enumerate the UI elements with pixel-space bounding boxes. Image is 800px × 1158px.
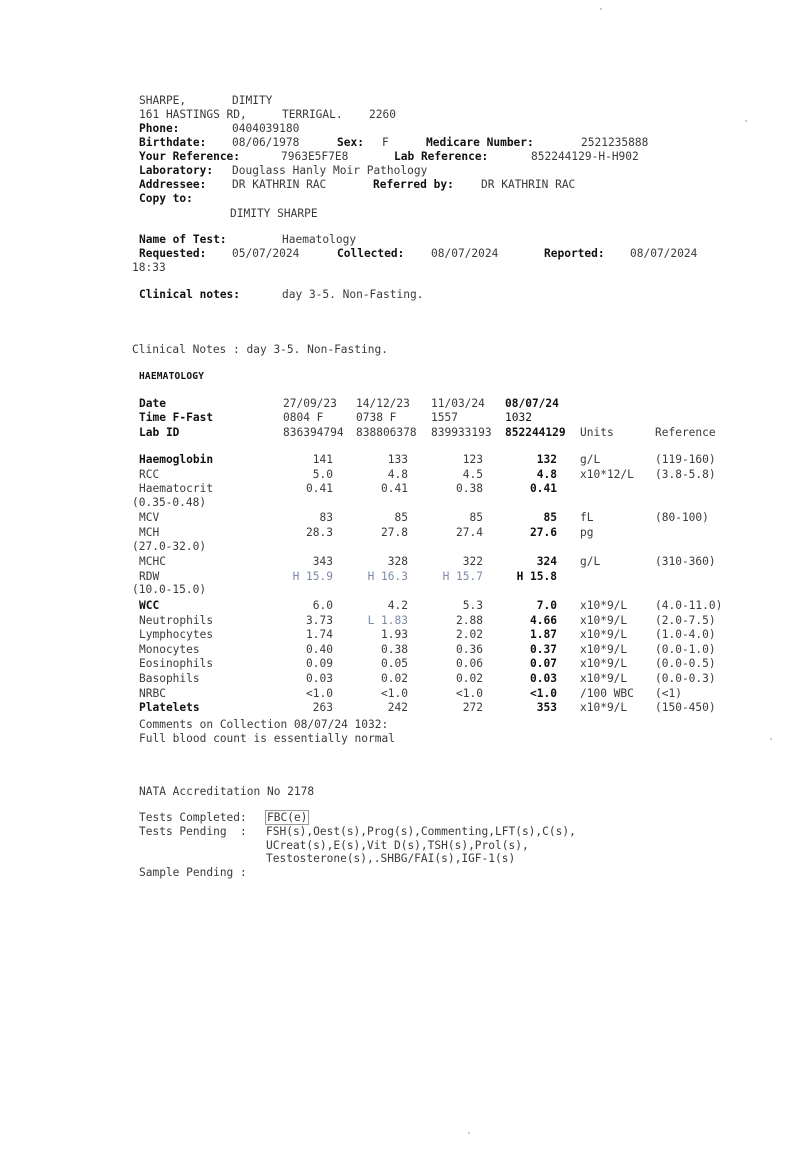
analyte-name: MCV xyxy=(139,511,160,524)
addressee-value: DR KATHRIN RAC xyxy=(232,178,327,191)
analyte-name: Haemoglobin xyxy=(139,453,214,466)
result-value-current: 324 xyxy=(536,555,557,568)
comments-line-2: Full blood count is essentially normal xyxy=(139,732,395,745)
analyte-name: Basophils xyxy=(139,672,200,685)
analyte-name: MCHC xyxy=(139,555,166,568)
result-value: 1.93 xyxy=(381,628,408,641)
result-value-current: 132 xyxy=(536,453,557,466)
result-value: 6.0 xyxy=(312,599,333,612)
reference-range: (1.0-4.0) xyxy=(655,628,716,641)
sex-value: F xyxy=(382,136,389,149)
analyte-name: MCH xyxy=(139,526,160,539)
referred-by-value: DR KATHRIN RAC xyxy=(481,178,576,191)
nata-accreditation: NATA Accreditation No 2178 xyxy=(139,785,315,798)
referred-by-label: Referred by: xyxy=(373,178,454,191)
result-value: 242 xyxy=(387,701,408,714)
result-value-current: 7.0 xyxy=(536,599,557,612)
result-value: 4.2 xyxy=(387,599,408,612)
result-value: 3.73 xyxy=(306,614,333,627)
result-value: 28.3 xyxy=(306,526,333,539)
result-value: 0.36 xyxy=(456,643,483,656)
result-value: <1.0 xyxy=(456,687,483,700)
result-value: 27.8 xyxy=(381,526,408,539)
laboratory-value: Douglass Hanly Moir Pathology xyxy=(232,164,428,177)
date-label: Date xyxy=(139,397,166,410)
result-units: x10*9/L xyxy=(580,672,628,685)
result-value: 133 xyxy=(387,453,408,466)
result-value: 0.41 xyxy=(381,482,408,495)
result-value: 272 xyxy=(462,701,483,714)
result-units: x10*9/L xyxy=(580,628,628,641)
tests-completed-label: Tests Completed: xyxy=(139,811,247,824)
result-value: 322 xyxy=(462,555,483,568)
analyte-name: Platelets xyxy=(139,701,200,714)
clinical-notes-line: Clinical Notes : day 3-5. Non-Fasting. xyxy=(132,343,388,356)
col-date: 11/03/24 xyxy=(431,397,485,410)
reference-range: (310-360) xyxy=(655,555,716,568)
result-value: 263 xyxy=(312,701,333,714)
patient-given-name: DIMITY xyxy=(232,94,273,107)
result-units: x10*12/L xyxy=(580,468,634,481)
result-value: 0.40 xyxy=(306,643,333,656)
col-date: 14/12/23 xyxy=(356,397,410,410)
sex-label: Sex: xyxy=(337,136,364,149)
result-value: 328 xyxy=(387,555,408,568)
col-labid: 838806378 xyxy=(356,426,417,439)
analyte-name: RCC xyxy=(139,468,160,481)
result-value: <1.0 xyxy=(306,687,333,700)
section-title: HAEMATOLOGY xyxy=(139,371,205,382)
tests-pending-label: Tests Pending : xyxy=(139,825,247,838)
result-value: 4.8 xyxy=(387,468,408,481)
col-date-current: 08/07/24 xyxy=(505,397,559,410)
analyte-name: Neutrophils xyxy=(139,614,214,627)
result-value-current: 85 xyxy=(543,511,557,524)
analyte-name: RDW xyxy=(139,570,160,583)
reference-range: (10.0-15.0) xyxy=(132,583,207,596)
result-value: 2.88 xyxy=(456,614,483,627)
patient-surname: SHARPE, xyxy=(139,94,187,107)
result-value: H 15.7 xyxy=(442,570,483,583)
result-value: H 15.9 xyxy=(292,570,333,583)
birthdate-label: Birthdate: xyxy=(139,136,207,149)
requested-label: Requested: xyxy=(139,247,207,260)
reference-range: (<1) xyxy=(655,687,682,700)
result-value-current: 0.07 xyxy=(530,657,557,670)
tests-pending-line: Testosterone(s),.SHBG/FAI(s),IGF-1(s) xyxy=(266,852,516,865)
result-value-current: <1.0 xyxy=(530,687,557,700)
scan-speck xyxy=(468,1132,470,1134)
result-value: 2.02 xyxy=(456,628,483,641)
result-units: pg xyxy=(580,526,594,539)
analyte-name: Monocytes xyxy=(139,643,200,656)
result-value-current: H 15.8 xyxy=(516,570,557,583)
analyte-name: Haematocrit xyxy=(139,482,214,495)
test-name-value: Haematology xyxy=(282,233,357,246)
phone-label: Phone: xyxy=(139,122,180,135)
result-value: 83 xyxy=(319,511,333,524)
result-units: g/L xyxy=(580,453,601,466)
result-value: 0.38 xyxy=(456,482,483,495)
lab-reference-value: 852244129-H-H902 xyxy=(531,150,639,163)
clinical-notes-label: Clinical notes: xyxy=(139,288,241,301)
result-value: 5.0 xyxy=(312,468,333,481)
reference-range: (4.0-11.0) xyxy=(655,599,723,612)
result-value: 0.38 xyxy=(381,643,408,656)
col-date: 27/09/23 xyxy=(283,397,337,410)
your-reference-value: 7963E5F7E8 xyxy=(281,150,349,163)
result-value: 27.4 xyxy=(456,526,483,539)
patient-street: 161 HASTINGS RD, xyxy=(139,108,247,121)
comments-line-1: Comments on Collection 08/07/24 1032: xyxy=(139,718,389,731)
result-value-current: 0.03 xyxy=(530,672,557,685)
analyte-name: WCC xyxy=(139,599,160,612)
addressee-label: Addressee: xyxy=(139,178,207,191)
col-time-current: 1032 xyxy=(505,411,532,424)
laboratory-label: Laboratory: xyxy=(139,164,214,177)
requested-value: 05/07/2024 xyxy=(232,247,300,260)
tests-pending-line: UCreat(s),E(s),Vit D(s),TSH(s),Prol(s), xyxy=(266,839,529,852)
result-units: x10*9/L xyxy=(580,599,628,612)
reference-range: (0.0-1.0) xyxy=(655,643,716,656)
result-units: /100 WBC xyxy=(580,687,634,700)
result-value: 0.06 xyxy=(456,657,483,670)
result-value: 5.3 xyxy=(462,599,483,612)
time-label: Time F-Fast xyxy=(139,411,214,424)
result-units: x10*9/L xyxy=(580,643,628,656)
col-time: 0804 F xyxy=(283,411,324,424)
collected-value: 08/07/2024 xyxy=(431,247,499,260)
labid-label: Lab ID xyxy=(139,426,180,439)
phone-value: 0404039180 xyxy=(232,122,300,135)
reference-header: Reference xyxy=(655,426,716,439)
result-units: x10*9/L xyxy=(580,701,628,714)
result-units: g/L xyxy=(580,555,601,568)
result-value: 343 xyxy=(312,555,333,568)
result-value: H 16.3 xyxy=(367,570,408,583)
result-value: 0.41 xyxy=(306,482,333,495)
analyte-name: NRBC xyxy=(139,687,166,700)
reference-range: (0.0-0.5) xyxy=(655,657,716,670)
medicare-value: 2521235888 xyxy=(581,136,649,149)
result-value-current: 0.37 xyxy=(530,643,557,656)
your-reference-label: Your Reference: xyxy=(139,150,241,163)
col-time: 1557 xyxy=(431,411,458,424)
birthdate-value: 08/06/1978 xyxy=(232,136,300,149)
reference-range: (0.35-0.48) xyxy=(132,496,207,509)
result-value-current: 0.41 xyxy=(530,482,557,495)
result-value: 4.5 xyxy=(462,468,483,481)
result-value: 85 xyxy=(469,511,483,524)
reference-range: (150-450) xyxy=(655,701,716,714)
result-value: 1.74 xyxy=(306,628,333,641)
lab-reference-label: Lab Reference: xyxy=(394,150,489,163)
result-value: 0.03 xyxy=(306,672,333,685)
scan-speck xyxy=(745,120,747,122)
result-value: 0.09 xyxy=(306,657,333,670)
result-value: <1.0 xyxy=(381,687,408,700)
col-labid: 836394794 xyxy=(283,426,344,439)
result-units: x10*9/L xyxy=(580,614,628,627)
reported-time: 18:33 xyxy=(132,261,166,274)
reported-value: 08/07/2024 xyxy=(630,247,698,260)
result-value-current: 4.8 xyxy=(536,468,557,481)
result-value: 141 xyxy=(312,453,333,466)
result-value: 123 xyxy=(462,453,483,466)
result-value-current: 4.66 xyxy=(530,614,557,627)
reference-range: (80-100) xyxy=(655,511,709,524)
reference-range: (3.8-5.8) xyxy=(655,468,716,481)
reference-range: (27.0-32.0) xyxy=(132,540,207,553)
reference-range: (0.0-0.3) xyxy=(655,672,716,685)
collected-label: Collected: xyxy=(337,247,405,260)
patient-postcode: 2260 xyxy=(369,108,396,121)
patient-suburb: TERRIGAL. xyxy=(282,108,343,121)
copy-to-label: Copy to: xyxy=(139,192,193,205)
result-value: 0.05 xyxy=(381,657,408,670)
col-labid: 839933193 xyxy=(431,426,492,439)
analyte-name: Lymphocytes xyxy=(139,628,214,641)
reported-label: Reported: xyxy=(544,247,605,260)
sample-pending-label: Sample Pending : xyxy=(139,866,247,879)
result-value: 85 xyxy=(394,511,408,524)
result-value-current: 27.6 xyxy=(530,526,557,539)
tests-completed-value: FBC(e) xyxy=(267,811,308,824)
col-time: 0738 F xyxy=(356,411,397,424)
copy-to-value: DIMITY SHARPE xyxy=(230,207,318,220)
result-value: L 1.83 xyxy=(367,614,408,627)
medicare-label: Medicare Number: xyxy=(426,136,534,149)
result-units: x10*9/L xyxy=(580,657,628,670)
col-labid-current: 852244129 xyxy=(505,426,566,439)
result-value-current: 353 xyxy=(536,701,557,714)
result-value: 0.02 xyxy=(381,672,408,685)
test-name-label: Name of Test: xyxy=(139,233,227,246)
scan-speck xyxy=(600,8,602,10)
clinical-notes-value: day 3-5. Non-Fasting. xyxy=(282,288,424,301)
result-value-current: 1.87 xyxy=(530,628,557,641)
result-units: fL xyxy=(580,511,594,524)
reference-range: (119-160) xyxy=(655,453,716,466)
reference-range: (2.0-7.5) xyxy=(655,614,716,627)
units-header: Units xyxy=(580,426,614,439)
tests-pending-line: FSH(s),Oest(s),Prog(s),Commenting,LFT(s),C(s), xyxy=(266,825,576,838)
scan-speck xyxy=(770,738,772,740)
result-value: 0.02 xyxy=(456,672,483,685)
analyte-name: Eosinophils xyxy=(139,657,214,670)
